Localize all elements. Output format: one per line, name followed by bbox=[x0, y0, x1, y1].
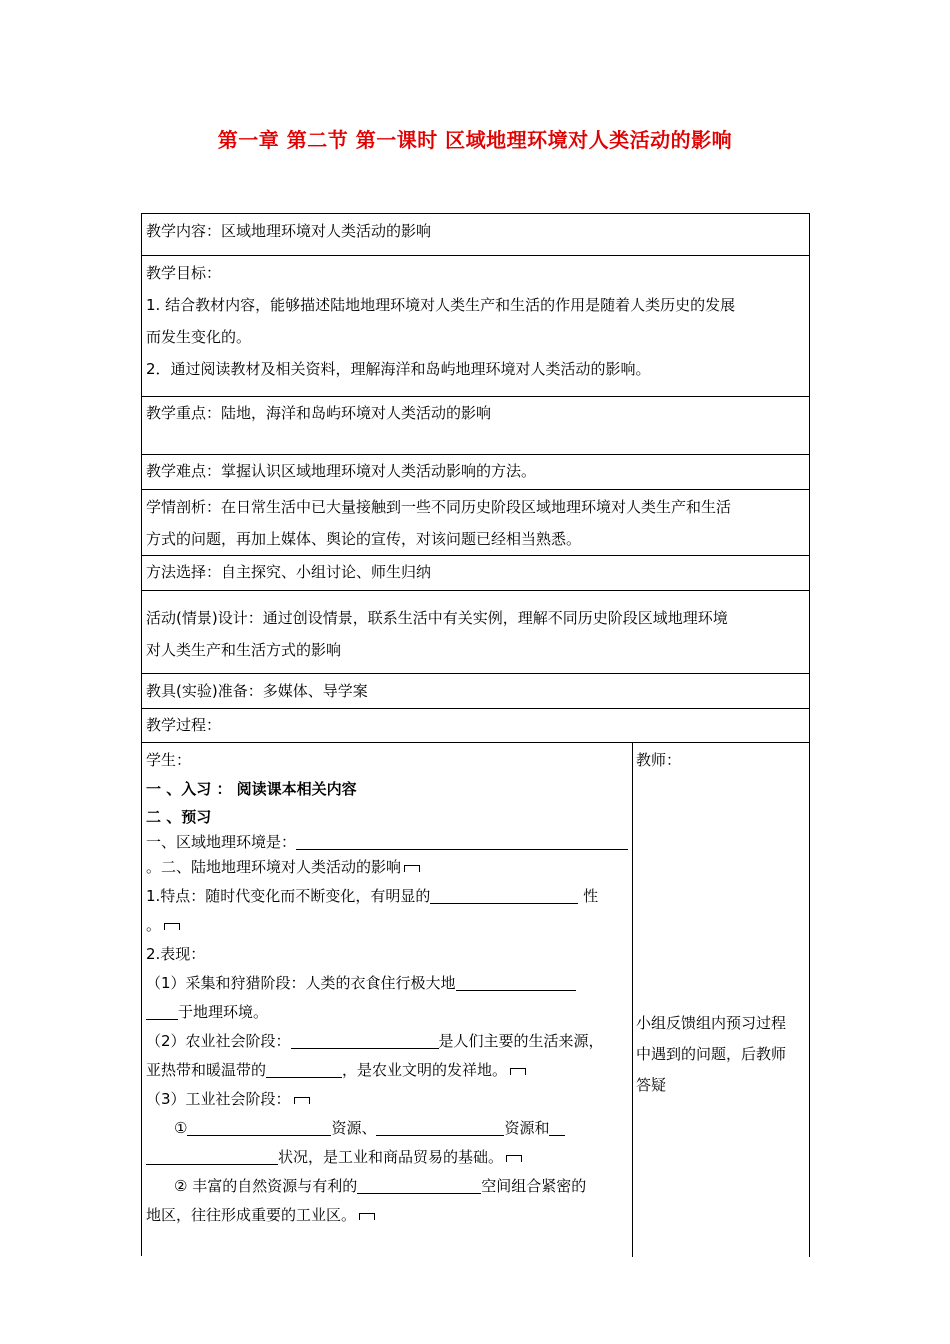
row-method bbox=[142, 555, 810, 591]
q6-text-a: （2）农业社会阶段： bbox=[146, 1032, 291, 1050]
teacher-note-a: 小组反馈组内预习过程 bbox=[636, 1014, 787, 1032]
edit-mark-icon bbox=[404, 865, 420, 872]
q8-text-d: 状况，是工业和商品贸易的基础。 bbox=[278, 1148, 504, 1166]
process-text: 教学过程： bbox=[146, 716, 222, 734]
answer-blank bbox=[430, 887, 578, 904]
q9c-line bbox=[146, 1201, 628, 1230]
row-key bbox=[142, 396, 810, 455]
row-activity bbox=[142, 590, 810, 674]
row-process bbox=[142, 708, 810, 743]
row-goals bbox=[142, 255, 810, 397]
q5-text-b: 于地理环境。 bbox=[178, 1003, 269, 1021]
answer-blank bbox=[296, 833, 628, 850]
q8-text-b: 资源、 bbox=[331, 1119, 377, 1137]
q8d-line bbox=[146, 1143, 628, 1172]
analysis-a: 学情剖析：在日常生活中已大量接触到一些不同历史阶段区域地理环境对人类生产和生活 bbox=[146, 498, 732, 516]
q9-line bbox=[146, 1172, 628, 1201]
q3-line bbox=[146, 882, 628, 911]
edit-mark-icon bbox=[164, 923, 180, 930]
q6-line bbox=[146, 1027, 628, 1056]
q3-text-c: 。 bbox=[146, 916, 162, 934]
row-tools bbox=[142, 673, 810, 709]
q8-text-c: 资源和 bbox=[504, 1119, 550, 1137]
goals-label: 教学目标： bbox=[146, 264, 222, 282]
q9-text-b: 空间组合紧密的 bbox=[481, 1177, 587, 1195]
q6-text-d: ，是农业文明的发祥地。 bbox=[342, 1061, 508, 1079]
key-text: 教学重点：陆地，海洋和岛屿环境对人类活动的影响 bbox=[146, 404, 492, 422]
answer-blank bbox=[357, 1177, 481, 1194]
q6-text-b: 是人们主要的生活来源， bbox=[438, 1032, 604, 1050]
q7-text: （3）工业社会阶段： bbox=[146, 1090, 291, 1108]
row-content bbox=[142, 214, 810, 256]
edit-mark-icon bbox=[294, 1097, 310, 1104]
q1-text: 一、区域地理环境是： bbox=[146, 833, 297, 851]
answer-blank bbox=[146, 1148, 278, 1165]
edit-mark-icon bbox=[359, 1213, 375, 1220]
content-text: 教学内容：区域地理环境对人类活动的影响 bbox=[146, 222, 432, 240]
student-column bbox=[142, 742, 633, 1257]
analysis-b: 方式的问题，再加上媒体、舆论的宣传，对该问题已经相当熟悉。 bbox=[146, 530, 582, 548]
q3-text-a: 1.特点：随时代变化而不断变化，有明显的 bbox=[146, 887, 431, 905]
q9-text-c: 地区，往往形成重要的工业区。 bbox=[146, 1206, 357, 1224]
q3c-line bbox=[146, 911, 628, 940]
q5b-line bbox=[146, 998, 628, 1027]
step-2: 二 、预习 bbox=[146, 808, 212, 826]
q2-line bbox=[146, 853, 628, 882]
teacher-column bbox=[632, 742, 810, 1257]
q1-line bbox=[146, 831, 628, 853]
tools-text: 教具(实验)准备：多媒体、导学案 bbox=[146, 682, 368, 700]
q6-text-c: 亚热带和暖温带的 bbox=[146, 1061, 267, 1079]
difficulty-text: 教学难点：掌握认识区域地理环境对人类活动影响的方法。 bbox=[146, 462, 537, 480]
answer-blank bbox=[549, 1119, 565, 1136]
row-analysis bbox=[142, 489, 810, 556]
q5-line bbox=[146, 969, 628, 998]
answer-blank bbox=[266, 1061, 342, 1078]
page-title: 第一章 第二节 第一课时 区域地理环境对人类活动的影响 bbox=[217, 128, 733, 152]
answer-blank bbox=[376, 1119, 504, 1136]
row-difficulty bbox=[142, 454, 810, 490]
goal-1b: 而发生变化的。 bbox=[146, 328, 252, 346]
activity-b: 对人类生产和生活方式的影响 bbox=[146, 641, 342, 659]
goal-1a: 1. 结合教材内容，能够描述陆地地理环境对人类生产和生活的作用是随着人类历史的发展 bbox=[146, 296, 736, 314]
goal-2: 2．通过阅读教材及相关资料，理解海洋和岛屿地理环境对人类活动的影响。 bbox=[146, 360, 651, 378]
activity-a: 活动(情景)设计：通过创设情景，联系生活中有关实例，理解不同历史阶段区域地理环境 bbox=[146, 609, 728, 627]
student-label: 学生： bbox=[146, 751, 192, 769]
q9-text-a: ② 丰富的自然资源与有利的 bbox=[174, 1177, 358, 1195]
answer-blank bbox=[187, 1119, 331, 1136]
teacher-note-b: 中遇到的问题，后教师 bbox=[636, 1045, 787, 1063]
q6c-line bbox=[146, 1056, 628, 1085]
lesson-table bbox=[141, 213, 810, 1256]
q8-text-a: ① bbox=[174, 1119, 188, 1137]
q5-text-a: （1）采集和狩猎阶段：人类的衣食住行极大地 bbox=[146, 974, 456, 992]
q2-text: 。二、陆地地理环境对人类活动的影响 bbox=[146, 858, 402, 876]
edit-mark-icon bbox=[506, 1155, 522, 1162]
q4-text: 2.表现： bbox=[146, 945, 206, 963]
answer-blank bbox=[146, 1003, 178, 1020]
teacher-label: 教师： bbox=[636, 751, 682, 769]
step-1: 一 、入习 ： 阅读课本相关内容 bbox=[146, 780, 357, 798]
teacher-note-c: 答疑 bbox=[636, 1076, 667, 1094]
q7-line bbox=[146, 1085, 628, 1114]
answer-blank bbox=[291, 1032, 439, 1049]
answer-blank bbox=[456, 974, 576, 991]
q8-line bbox=[146, 1114, 628, 1143]
q3-text-b: 性 bbox=[583, 887, 599, 905]
method-text: 方法选择：自主探究、小组讨论、师生归纳 bbox=[146, 563, 432, 581]
edit-mark-icon bbox=[510, 1068, 526, 1075]
